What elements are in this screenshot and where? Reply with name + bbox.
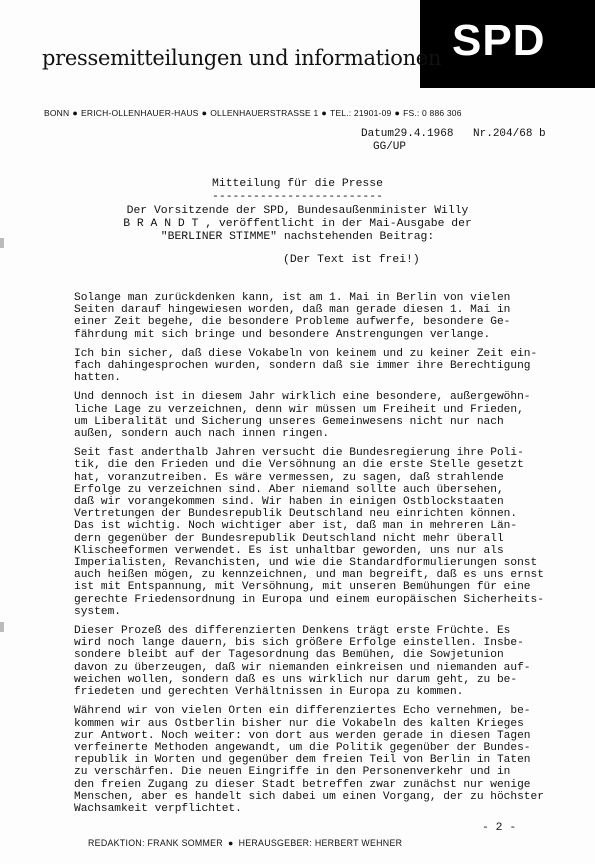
text-line: Menschen, aber es handelt sich dabei um einen Vorgang, der zu höchster (74, 790, 544, 803)
bullet-icon: ● (321, 108, 328, 118)
header-black-bar (420, 0, 432, 88)
text-line: Seiten darauf hingewiesen worden, daß man gerade diesen 1. Mai in (74, 304, 511, 317)
text-line: Imperialisten, Revanchisten, und wie die Standardformulierungen sonst (74, 557, 538, 570)
address-building: ERICH-OLLENHAUER-HAUS (81, 108, 199, 118)
bullet-icon: ● (394, 108, 401, 118)
paragraph (74, 348, 564, 385)
text-line: kommen wir aus Ostberlin bisher nur die Vokabeln des kalten Krieges (74, 717, 524, 730)
text-line: Das ist wichtig. Noch wichtiger aber ist, daß man in mehreren Län- (74, 520, 518, 533)
page-number: - 2 - (482, 822, 517, 834)
text-line: einer Zeit begehe, die besondere Probleme aufwerfe, besondere Ge- (74, 316, 511, 329)
paragraph (74, 292, 564, 341)
masthead-title: pressemitteilungen und informationen (42, 46, 442, 70)
text-line: Ich bin sicher, daß diese Vokabeln von keinem und zu keiner Zeit ein- (74, 347, 538, 360)
release-title: Mitteilung für die Presse (212, 178, 383, 190)
bullet-icon: ● (227, 838, 234, 848)
address-city: BONN (44, 108, 70, 118)
text-line: fach dahingesprochen wurden, sondern daß sie immer ihre Berechtigung (74, 360, 531, 373)
spd-logo: SPD (452, 16, 546, 65)
footer-editor: REDAKTION: FRANK SOMMER (88, 838, 223, 848)
text-line: den freien Zugang zu dieser Stadt betreffen zwar zunächst nur wenige (74, 778, 531, 791)
initials: GG/UP (373, 141, 407, 153)
text-line: sondere bleibt auf der Tagesordnung das Bemühen, die Sowjetunion (74, 649, 504, 662)
text-line: Erfolge zu verzeichnen sind. Aber niemand sollte auch übersehen, (74, 483, 504, 496)
text-line: wird noch lange dauern, bis sich größere Erfolge einstellen. Insbe- (74, 637, 524, 650)
text-line: tik, die den Frieden und die Versöhnung an die erste Stelle gesetzt (74, 459, 524, 472)
date-label: Datum (361, 128, 395, 140)
article-body (74, 292, 564, 822)
punch-hole-mark (0, 238, 4, 248)
text-line: verfeinerte Methoden angewandt, um die Politik gegenüber der Bundes- (74, 741, 531, 754)
punch-hole-mark (0, 622, 4, 632)
number-value: 204/68 b (492, 128, 546, 140)
paragraph (74, 447, 564, 618)
text-line: Vertretungen der Bundesrepublik Deutschland neu einrichten können. (74, 508, 518, 521)
text-line: davon zu überzeugen, daß wir niemanden einkreisen und niemanden auf- (74, 661, 531, 674)
title-underline: ------------------------- (212, 191, 383, 203)
address-phone: TEL.: 21901-09 (330, 108, 392, 118)
text-line: Seit fast anderthalb Jahren versucht die Bundesregierung ihre Poli- (74, 447, 524, 460)
paragraph (74, 625, 564, 698)
text-line: dern gegenüber der Bundesrepublik Deutschland nicht mehr überall (74, 532, 504, 545)
text-line: Solange man zurückdenken kann, ist am 1. Mai in Berlin von vielen (74, 292, 511, 304)
intro-line-2: B R A N D T , veröffentlicht in der Mai-Ausgabe der (123, 218, 472, 230)
text-line: hat, voranzutreiben. Es wäre vermessen, zu sagen, daß strahlende (74, 471, 504, 484)
text-line: liche Lage zu verzeichnen, denn wir müssen um Freiheit und Frieden, (74, 403, 524, 416)
bullet-icon: ● (201, 108, 208, 118)
text-line: Dieser Prozeß des differenzierten Denkens trägt erste Früchte. Es (74, 625, 511, 638)
text-line: friedeten und gerechten Verhältnissen in Europa zu kommen. (74, 686, 464, 699)
date-value: 29.4.1968 (394, 128, 454, 140)
footer-credits (88, 838, 402, 848)
text-line: hatten. (74, 372, 121, 385)
text-line: republik in Worten und gegenüber dem freien Teil von Berlin in Taten (74, 754, 531, 767)
text-line: ist mit Entspannung, mit Versöhnung, mit unseren Bemühungen für eine (74, 581, 531, 594)
paragraph (74, 391, 564, 440)
address-telex: FS.: 0 886 306 (403, 108, 462, 118)
intro-line-1: Der Vorsitzende der SPD, Bundesaußenminister Willy (126, 205, 469, 217)
text-line: um Liberalität und Sicherung unseres Gemeinwesens nicht nur nach (74, 415, 504, 428)
text-line: daß wir vorangekommen sind. Wir haben in einigen Ostblockstaaten (74, 496, 504, 509)
text-line: zu verschärfen. Die neuen Eingriffe in den Personenverkehr und in (74, 766, 511, 779)
text-line: auch heißen mögen, zu kennzeichnen, und man begreift, daß es uns ernst (74, 569, 544, 582)
date-field (361, 128, 453, 140)
number-label: Nr. (473, 128, 493, 140)
paragraph (74, 705, 564, 815)
address-street: OLLENHAUERSTRASSE 1 (210, 108, 319, 118)
text-line: zur Antwort. Noch weiter: von dort aus werden gerade in diesen Tagen (74, 729, 531, 742)
text-line: Wachsamkeit verpflichtet. (74, 802, 242, 815)
text-line: fährdung mit sich bringe und besondere Anstrengungen verlange. (74, 328, 491, 341)
number-field (473, 128, 546, 140)
free-text-note: (Der Text ist frei!) (283, 254, 420, 266)
text-line: system. (74, 605, 121, 618)
address-line (44, 108, 462, 118)
intro-line-3: "BERLINER STIMME" nachstehenden Beitrag: (160, 231, 435, 243)
text-line: weichen wollen, sondern daß es uns wirklich nur darum geht, zu be- (74, 673, 518, 686)
footer-publisher: HERAUSGEBER: HERBERT WEHNER (238, 838, 403, 848)
bullet-icon: ● (72, 108, 78, 118)
text-line: gerechte Friedensordnung in Europa und einem europäischen Sicherheits- (74, 593, 544, 606)
release-heading (0, 178, 595, 244)
text-line: Klischeeformen verwendet. Es ist unhaltbar geworden, uns nur als (74, 544, 504, 557)
text-line: Während wir von vielen Orten ein differenziertes Echo vernehmen, be- (74, 705, 531, 718)
text-line: Und dennoch ist in diesem Jahr wirklich eine besondere, außergewöhn- (74, 391, 531, 404)
text-line: außen, sondern auch nach innen ringen. (74, 428, 330, 441)
